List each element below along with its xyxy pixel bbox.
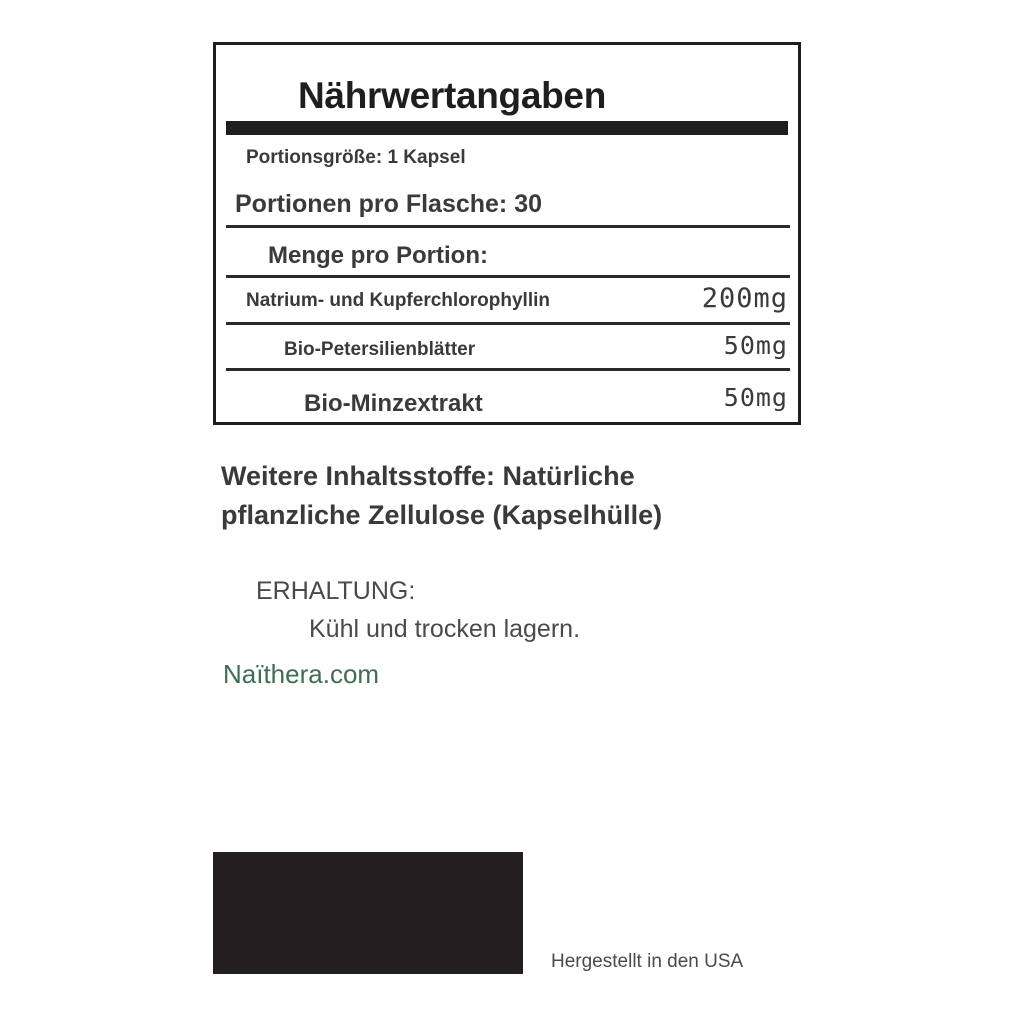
divider	[226, 275, 790, 278]
divider	[226, 322, 790, 325]
other-ingredients-line-2: pflanzliche Zellulose (Kapselhülle)	[221, 500, 663, 530]
ingredient-name: Bio-Petersilienblätter	[284, 339, 476, 360]
ingredient-amount: 50mg	[723, 331, 788, 360]
storage-heading: ERHALTUNG:	[256, 577, 416, 605]
panel-title: Nährwertangaben	[298, 75, 607, 116]
black-block	[213, 852, 523, 974]
ingredient-name: Bio-Minzextrakt	[304, 390, 483, 417]
ingredient-amount: 200mg	[701, 283, 788, 314]
brand-website: Naïthera.com	[223, 659, 380, 689]
ingredient-amount: 50mg	[723, 383, 788, 412]
thick-divider	[226, 121, 788, 135]
divider	[226, 368, 790, 371]
made-in-usa: Hergestellt in den USA	[551, 951, 744, 972]
amount-per-serving: Menge pro Portion:	[268, 242, 488, 269]
nutrition-facts-panel	[213, 42, 801, 425]
serving-size: Portionsgröße: 1 Kapsel	[246, 147, 466, 168]
divider	[226, 225, 790, 228]
ingredient-name: Natrium- und Kupferchlorophyllin	[246, 290, 550, 311]
other-ingredients-line-1: Weitere Inhaltsstoffe: Natürliche	[221, 461, 635, 491]
storage-text: Kühl und trocken lagern.	[309, 615, 581, 643]
servings-per-bottle: Portionen pro Flasche: 30	[235, 190, 543, 218]
